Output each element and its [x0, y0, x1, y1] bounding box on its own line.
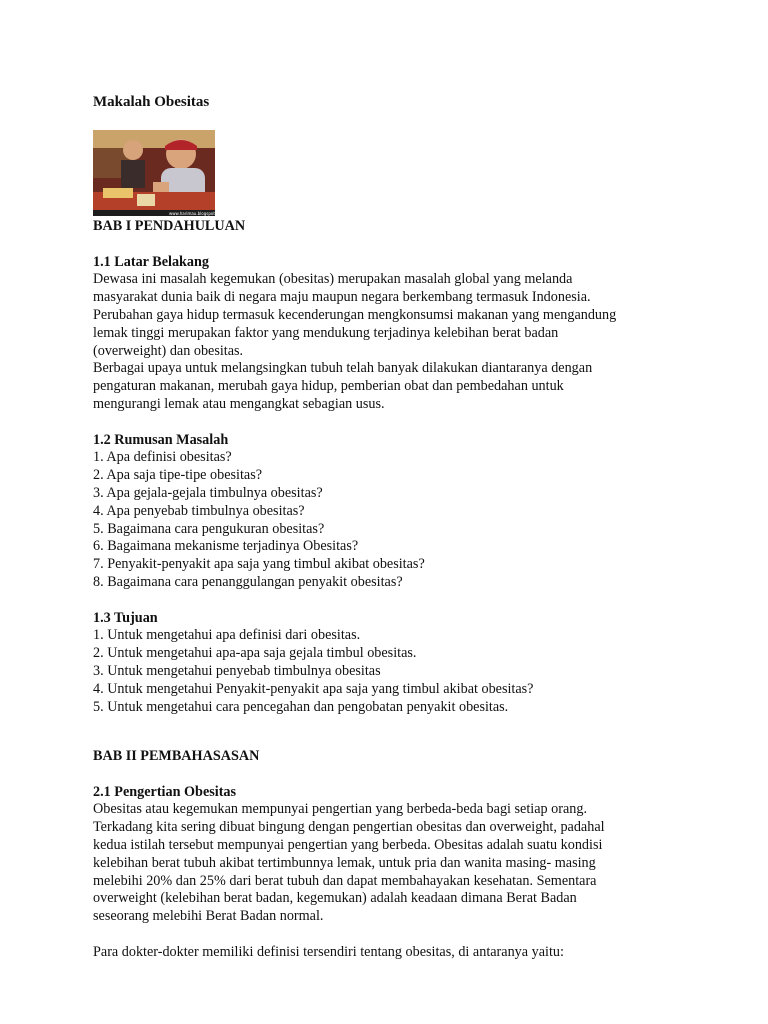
list-item: 8. Bagaimana cara penanggulangan penyakit obesitas? [93, 573, 403, 590]
body-line: kedua istilah tersebut mempunyai pengertian yang berbeda. Obesitas adalah suatu kondisi [93, 836, 603, 853]
bab1-section [93, 218, 683, 716]
section-2-1-heading: 2.1 Pengertian Obesitas [93, 783, 237, 800]
body-line: masyarakat dunia baik di negara maju maupun negara berkembang termasuk Indonesia. [93, 289, 591, 306]
body-line: kelebihan berat tubuh akibat tertimbunnya lemak, untuk pria dan wanita masing- masing [93, 854, 596, 871]
body-line: Terkadang kita sering dibuat bingung dengan pengertian obesitas dan overweight, padahal [93, 819, 605, 836]
body-line: Perubahan gaya hidup termasuk kecenderungan mengkonsumsi makanan yang mengandung [93, 306, 617, 323]
body-line: overweight (kelebihan berat badan, kegemukan) adalah keadaan dimana Berat Badan [93, 890, 577, 907]
list-item: 7. Penyakit-penyakit apa saja yang timbul akibat obesitas? [93, 556, 425, 573]
section-1-2-list [93, 449, 683, 591]
list-item: 6. Bagaimana mekanisme terjadinya Obesitas? [93, 538, 359, 555]
list-item: 1. Untuk mengetahui apa definisi dari obesitas. [93, 627, 361, 644]
obesity-photo [93, 130, 225, 216]
section-1-2-heading: 1.2 Rumusan Masalah [93, 431, 229, 448]
section-1-3-heading: 1.3 Tujuan [93, 609, 158, 626]
photo-illustration [93, 130, 225, 216]
body-line: Berbagai upaya untuk melangsingkan tubuh telah banyak dilakukan diantaranya dengan [93, 360, 593, 377]
list-item: 5. Untuk mengetahui cara pencegahan dan pengobatan penyakit obesitas. [93, 698, 509, 715]
paragraph: Para dokter-dokter memiliki definisi tersendiri tentang obesitas, di antaranya yaitu: [93, 943, 564, 960]
list-item: 5. Bagaimana cara pengukuran obesitas? [93, 520, 325, 537]
body-line: lemak tinggi merupakan faktor yang mendukung terjadinya kelebihan berat badan [93, 324, 559, 341]
list-item: 4. Untuk mengetahui Penyakit-penyakit apa saja yang timbul akibat obesitas? [93, 680, 534, 697]
body-line: pengaturan makanan, merubah gaya hidup, pemberian obat dan pembedahan untuk [93, 378, 564, 395]
bab2-heading: BAB II PEMBAHASASAN [93, 748, 260, 764]
section-1-1-body [93, 271, 683, 413]
list-item: 4. Apa penyebab timbulnya obesitas? [93, 502, 305, 519]
bab1-heading: BAB I PENDAHULUAN [93, 218, 246, 234]
body-line: mengurangi lemak atau mengangkat sebagian usus. [93, 395, 385, 412]
body-line: (overweight) dan obesitas. [93, 342, 244, 359]
section-1-3-list [93, 627, 683, 716]
list-item: 3. Apa gejala-gejala timbulnya obesitas? [93, 484, 323, 501]
section-1-1-heading: 1.1 Latar Belakang [93, 253, 210, 270]
list-item: 3. Untuk mengetahui penyebab timbulnya obesitas [93, 662, 381, 679]
body-line: melebihi 20% dan 25% dari berat tubuh dan dapat membahayakan kesehatan. Sementara [93, 872, 597, 889]
body-line: Dewasa ini masalah kegemukan (obesitas) merupakan masalah global yang melanda [93, 271, 573, 288]
body-line: Obesitas atau kegemukan mempunyai pengertian yang berbeda-beda bagi setiap orang. [93, 801, 588, 818]
page-title: Makalah Obesitas [93, 94, 210, 110]
list-item: 2. Untuk mengetahui apa-apa saja gejala timbul obesitas. [93, 645, 417, 662]
list-item: 2. Apa saja tipe-tipe obesitas? [93, 467, 263, 484]
photo-caption: www.harimau.blogspot.com [169, 211, 225, 216]
bab2-section [93, 748, 683, 962]
section-2-1-body [93, 801, 683, 926]
body-line: seseorang melebihi Berat Badan normal. [93, 908, 324, 925]
list-item: 1. Apa definisi obesitas? [93, 449, 232, 466]
